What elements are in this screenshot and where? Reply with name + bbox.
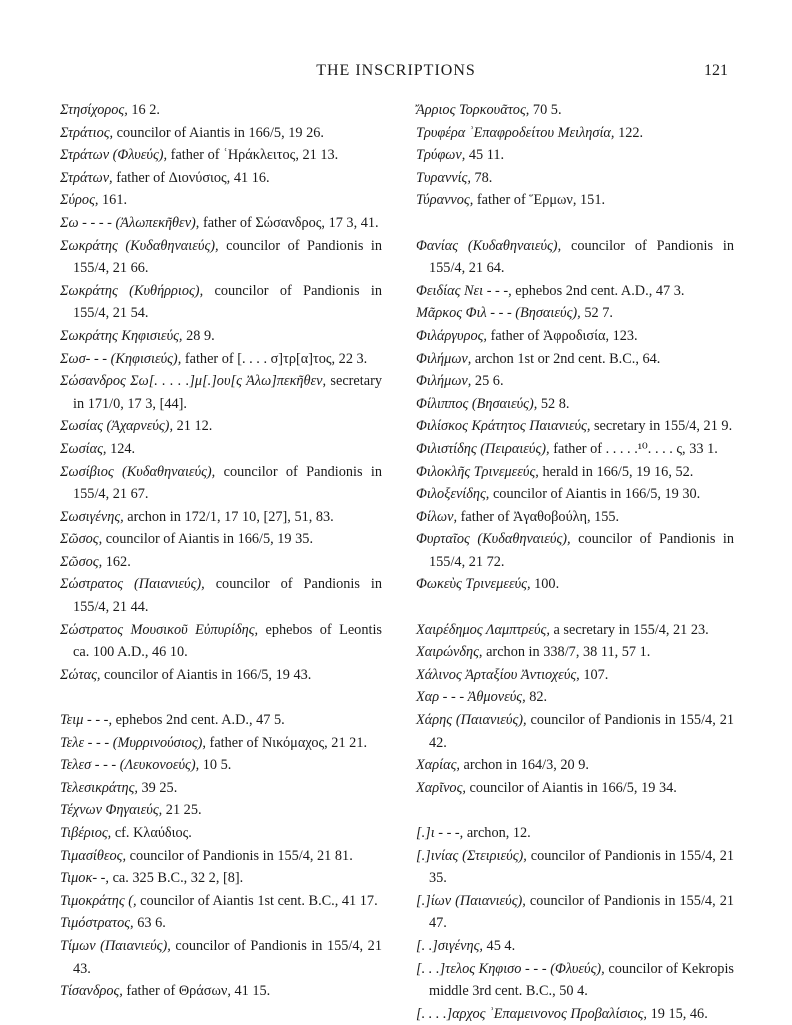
entry-detail: 21 12. xyxy=(173,418,213,435)
index-entry xyxy=(416,845,734,890)
index-entry xyxy=(60,461,382,506)
index-entry xyxy=(60,348,382,371)
entry-detail: 70 5. xyxy=(529,102,562,118)
entry-detail: cf. Κλαύδιος. xyxy=(111,825,192,841)
entry-detail: father of Νικόμαχος, 21 21. xyxy=(205,734,368,751)
index-entry xyxy=(60,890,382,913)
entry-name: Τυραννίς, xyxy=(416,169,471,186)
index-entry xyxy=(60,573,382,618)
index-entry xyxy=(416,280,734,303)
index-entry xyxy=(60,551,382,574)
entry-name: Φιλοξενίδης, xyxy=(416,486,490,503)
entry-name: Φίλων, xyxy=(416,508,458,525)
entry-name: Χαιρώνδης, xyxy=(416,644,483,661)
index-entry xyxy=(416,483,734,506)
left-column xyxy=(60,99,382,1003)
index-entry xyxy=(60,280,382,325)
index-entry xyxy=(60,845,382,868)
entry-name: Φειδίας Νει - - -, xyxy=(416,282,512,299)
index-entry xyxy=(416,438,734,461)
entry-detail: councilor of Aiantis in 166/5, 19 30. xyxy=(489,486,701,503)
entry-name: Φιλιστίδης (Πειραιεύς), xyxy=(416,440,550,457)
entry-name: Στησίχορος, xyxy=(60,102,128,118)
index-entry xyxy=(416,348,734,371)
entry-name: Χάλινος Ἀρταξίου Ἀντιοχεύς, xyxy=(416,666,580,683)
entry-name: Φιλίσκος Κράτητος Παιανιεύς, xyxy=(416,418,591,435)
entry-detail: 63 6. xyxy=(133,915,166,932)
entry-name: Τιμόστρατος, xyxy=(60,915,134,932)
entry-detail: councilor of Pandionis in 155/4, 21 44. xyxy=(73,576,382,616)
entry-detail: councilor of Aiantis in 166/5, 19 26. xyxy=(113,124,324,141)
entry-name: Τιβέριος, xyxy=(60,825,112,841)
entry-detail: father of . . . . .¹⁰. . . . ς, 33 1. xyxy=(549,440,718,457)
entry-name: Τρυφέρα ʾΕπαφροδείτου Μειλησία, xyxy=(416,124,615,141)
entry-detail: father of Θράσων, 41 15. xyxy=(122,983,271,1000)
index-entry xyxy=(60,664,382,687)
entry-detail: ephebos of Leontis ca. 100 A.D., 46 10. xyxy=(73,621,382,661)
entry-detail: councilor of Pandionis in 155/4, 21 67. xyxy=(73,463,382,503)
entry-name: Τειμ - - -, xyxy=(60,712,113,729)
entry-name: Τύραννος, xyxy=(416,192,474,209)
index-entry xyxy=(60,235,382,280)
index-entry xyxy=(416,709,734,754)
index-entry xyxy=(416,890,734,935)
index-entry xyxy=(416,777,734,800)
index-entry xyxy=(416,641,734,664)
entry-detail: archon, 12. xyxy=(463,825,531,841)
index-entry xyxy=(60,912,382,935)
index-entry xyxy=(416,393,734,416)
entry-name: Χαρ - - - Ἀθμονεύς, xyxy=(416,689,526,706)
entry-detail: 82. xyxy=(525,689,548,706)
index-entry xyxy=(416,122,734,145)
entry-detail: ephebos 2nd cent. A.D., 47 5. xyxy=(112,712,285,729)
index-entry xyxy=(60,867,382,890)
entry-name: Σώστρατος (Παιανιεύς), xyxy=(60,576,205,593)
entry-name: [. . .]τελος Κηφισο - - - (Φλυεύς), xyxy=(416,960,605,977)
index-entry xyxy=(60,325,382,348)
entry-detail: 124. xyxy=(106,440,136,457)
entry-name: Στράτων (Φλυεύς), xyxy=(60,147,168,164)
entry-detail: archon in 172/1, 17 10, [27], 51, 83. xyxy=(123,508,334,525)
index-entry xyxy=(60,799,382,822)
index-entry xyxy=(60,212,382,235)
entry-detail: 161. xyxy=(98,192,128,209)
index-entry xyxy=(416,325,734,348)
index-entry xyxy=(416,235,734,280)
index-entry xyxy=(60,777,382,800)
entry-detail: ca. 325 B.C., 32 2, [8]. xyxy=(109,870,244,887)
index-entry xyxy=(416,99,734,122)
entry-detail: secretary in 155/4, 21 9. xyxy=(590,418,733,435)
index-entry xyxy=(416,415,734,438)
entry-name: Τελε - - - (Μυρρινούσιος), xyxy=(60,734,206,751)
entry-detail: councilor of Pandionis in 155/4, 21 43. xyxy=(73,937,382,977)
page-number: 121 xyxy=(704,62,728,79)
entry-detail: councilor of Pandionis in 155/4, 21 35. xyxy=(429,847,734,887)
index-entry xyxy=(60,506,382,529)
entry-detail: 10 5. xyxy=(199,757,232,774)
index-entry xyxy=(60,980,382,1003)
index-entry xyxy=(60,935,382,980)
index-entry xyxy=(60,144,382,167)
entry-detail: 16 2. xyxy=(127,102,160,118)
entry-name: Σωσιγένης, xyxy=(60,508,124,525)
entry-detail: 45 4. xyxy=(482,937,516,954)
index-entry xyxy=(416,958,734,1003)
entry-detail: 28 9. xyxy=(182,327,215,344)
entry-name: Σω - - - - (Ἀλωπεκῆθεν), xyxy=(60,214,200,231)
entry-detail: 52 7. xyxy=(580,305,613,322)
entry-name: Φιλήμων, xyxy=(416,373,472,390)
index-entry xyxy=(416,506,734,529)
entry-name: Τρύφων, xyxy=(416,147,466,164)
entry-detail: councilor of Pandionis in 155/4, 21 64. xyxy=(429,237,734,277)
entry-name: Σωσίβιος (Κυδαθηναιεύς), xyxy=(60,463,216,480)
entry-detail: councilor of Pandionis in 155/4, 21 81. xyxy=(126,847,353,864)
entry-name: [. . . .]αρχος ʾΕπαμεινονος Προβαλίσιος, xyxy=(416,1005,648,1022)
entry-detail: 25 6. xyxy=(471,373,504,390)
index-entry xyxy=(416,822,734,845)
entry-name: Χαρῖνος, xyxy=(416,779,466,796)
entry-name: Φανίας (Κυδαθηναιεύς), xyxy=(416,237,562,254)
entry-name: [. .]σιγένης, xyxy=(416,937,483,954)
entry-name: Τελεσ - - - (Λευκονοεύς), xyxy=(60,757,200,774)
entry-detail: councilor of Pandionis in 155/4, 21 42. xyxy=(429,712,734,751)
index-entry xyxy=(416,619,734,642)
entry-name: Τίμων (Παιανιεύς), xyxy=(60,937,171,954)
entry-name: Στράτων, xyxy=(60,169,113,186)
entry-name: Τελεσικράτης, xyxy=(60,779,138,796)
index-entry xyxy=(416,144,734,167)
entry-name: Τίσανδρος, xyxy=(60,983,123,1000)
entry-detail: 122. xyxy=(614,124,644,141)
entry-name: Σωκράτης (Κυδαθηναιεύς), xyxy=(60,237,219,254)
index-entry xyxy=(60,732,382,755)
entry-detail: a secretary in 155/4, 21 23. xyxy=(549,621,709,638)
entry-detail: 39 25. xyxy=(137,779,178,796)
index-entry xyxy=(60,754,382,777)
entry-detail: 19 15, 46. xyxy=(647,1005,708,1022)
entry-name: Μᾶρκος Φιλ - - - (Βησαιεύς), xyxy=(416,305,581,322)
entry-name: Σωκράτης Κηφισιεύς, xyxy=(60,327,183,344)
entry-name: Τέχνων Φηγαιεύς, xyxy=(60,802,163,819)
entry-name: Σύρος, xyxy=(60,192,99,209)
entry-detail: archon 1st or 2nd cent. B.C., 64. xyxy=(471,350,661,367)
entry-detail: ephebos 2nd cent. A.D., 47 3. xyxy=(511,282,685,299)
page-header xyxy=(60,62,732,86)
entry-detail: councilor of Pandionis in 155/4, 21 47. xyxy=(429,892,734,932)
entry-detail: 52 8. xyxy=(537,395,570,412)
entry-name: Φιλάργυρος, xyxy=(416,327,487,344)
index-entry xyxy=(60,619,382,664)
entry-detail: father of ʿΗράκλειτος, 21 13. xyxy=(167,147,339,164)
index-entry xyxy=(416,461,734,484)
entry-detail: councilor of Pandionis in 155/4, 21 66. xyxy=(73,237,383,277)
index-entry xyxy=(60,370,382,415)
entry-name: Φιλοκλῆς Τρινεμεεύς, xyxy=(416,463,539,480)
entry-name: Σώστρατος Μουσικοῦ Εὐπυρίδης, xyxy=(60,621,259,638)
index-entry xyxy=(416,1003,734,1025)
entry-detail: councilor of Aiantis in 166/5, 19 35. xyxy=(102,531,314,548)
entry-detail: father of Ἀφροδισία, 123. xyxy=(487,327,638,344)
entry-detail: councilor of Aiantis in 166/5, 19 34. xyxy=(465,779,677,796)
entry-detail: 45 11. xyxy=(465,147,505,164)
index-entry xyxy=(416,370,734,393)
entry-detail: 21 25. xyxy=(162,802,202,819)
entry-detail: 107. xyxy=(579,666,609,683)
entry-name: Χάρης (Παιανιεύς), xyxy=(416,712,527,729)
entry-name: Σῶσος, xyxy=(60,553,103,570)
entry-detail: archon in 164/3, 20 9. xyxy=(459,757,590,774)
entry-name: Τιμοκ- -, xyxy=(60,870,109,887)
entry-detail: father of [. . . . σ]τρ[α]τος, 22 3. xyxy=(181,350,368,367)
entry-name: Χαιρέδημος Λαμπτρεύς, xyxy=(416,621,550,638)
entry-detail: councilor of Aiantis 1st cent. B.C., 41 17. xyxy=(136,892,378,909)
entry-name: Χαρίας, xyxy=(416,757,460,774)
entry-detail: father of Σώσανδρος, 17 3, 41. xyxy=(199,214,379,231)
entry-detail: councilor of Aiantis in 166/5, 19 43. xyxy=(100,666,312,683)
entry-name: Σωσίας, xyxy=(60,440,107,457)
running-title: THE INSCRIPTIONS xyxy=(316,62,476,79)
entry-name: Τιμασίθεος, xyxy=(60,847,127,864)
index-entry xyxy=(60,709,382,732)
entry-detail: 162. xyxy=(102,553,131,570)
entry-detail: 100. xyxy=(530,576,560,593)
entry-name: Σώτας, xyxy=(60,666,101,683)
index-entry xyxy=(60,528,382,551)
entry-detail: councilor of Pandionis in 155/4, 21 72. xyxy=(429,531,734,570)
index-entry xyxy=(60,167,382,190)
entry-detail: father of Διονύσιος, 41 16. xyxy=(112,169,270,186)
index-entry xyxy=(416,167,734,190)
index-entry xyxy=(416,573,734,596)
index-entry xyxy=(416,664,734,687)
entry-name: [.]ίων (Παιανιεύς), xyxy=(416,892,526,909)
entry-name: [.]ι - - -, xyxy=(416,825,464,841)
entry-name: Ἄρριος Τορκουᾶτος, xyxy=(416,102,530,118)
entry-detail: councilor of Kekropis middle 3rd cent. B.C., 50 4. xyxy=(429,960,734,1000)
entry-name: Φυρταῖος (Κυδαθηναιεύς), xyxy=(416,531,571,548)
index-entry xyxy=(60,822,382,845)
entry-detail: father of Ἕρμων, 151. xyxy=(473,192,606,209)
index-entry xyxy=(60,189,382,212)
index-entry xyxy=(60,438,382,461)
index-entry xyxy=(416,528,734,573)
entry-detail: secretary in 171/0, 17 3, [44]. xyxy=(73,373,383,412)
entry-name: Στράτιος, xyxy=(60,124,114,141)
entry-name: Σωκράτης (Κυθήρριος), xyxy=(60,282,204,299)
entry-name: [.]ινίας (Στειριεύς), xyxy=(416,847,527,864)
index-entry xyxy=(416,754,734,777)
entry-name: Σωσίας (Ἀχαρνεύς), xyxy=(60,418,174,435)
entry-name: Τιμοκράτης (, xyxy=(60,892,137,909)
right-column xyxy=(416,99,734,1025)
index-entry xyxy=(416,302,734,325)
index-entry xyxy=(416,189,734,212)
index-entry xyxy=(60,99,382,122)
entry-name: Σῶσος, xyxy=(60,531,103,548)
index-entry xyxy=(60,415,382,438)
entry-name: Σωσ- - - (Κηφισιεύς), xyxy=(60,350,182,367)
entry-name: Φίλιππος (Βησαιεύς), xyxy=(416,395,538,412)
index-entry xyxy=(60,122,382,145)
entry-name: Φωκεὺς Τρινεμεεύς, xyxy=(416,576,531,593)
entry-detail: councilor of Pandionis in 155/4, 21 54. xyxy=(73,282,382,322)
index-entry xyxy=(416,935,734,958)
index-entry xyxy=(416,686,734,709)
entry-name: Φιλήμων, xyxy=(416,350,472,367)
entry-detail: herald in 166/5, 19 16, 52. xyxy=(538,463,694,480)
entry-detail: father of Ἀγαθοβούλη, 155. xyxy=(457,508,620,525)
entry-detail: 78. xyxy=(470,169,493,186)
entry-name: Σώσανδρος Σω[. . . . .]μ[.]ου[ς Ἀλω]πεκῆθεν, xyxy=(60,373,327,390)
entry-detail: archon in 338/7, 38 11, 57 1. xyxy=(482,644,651,661)
